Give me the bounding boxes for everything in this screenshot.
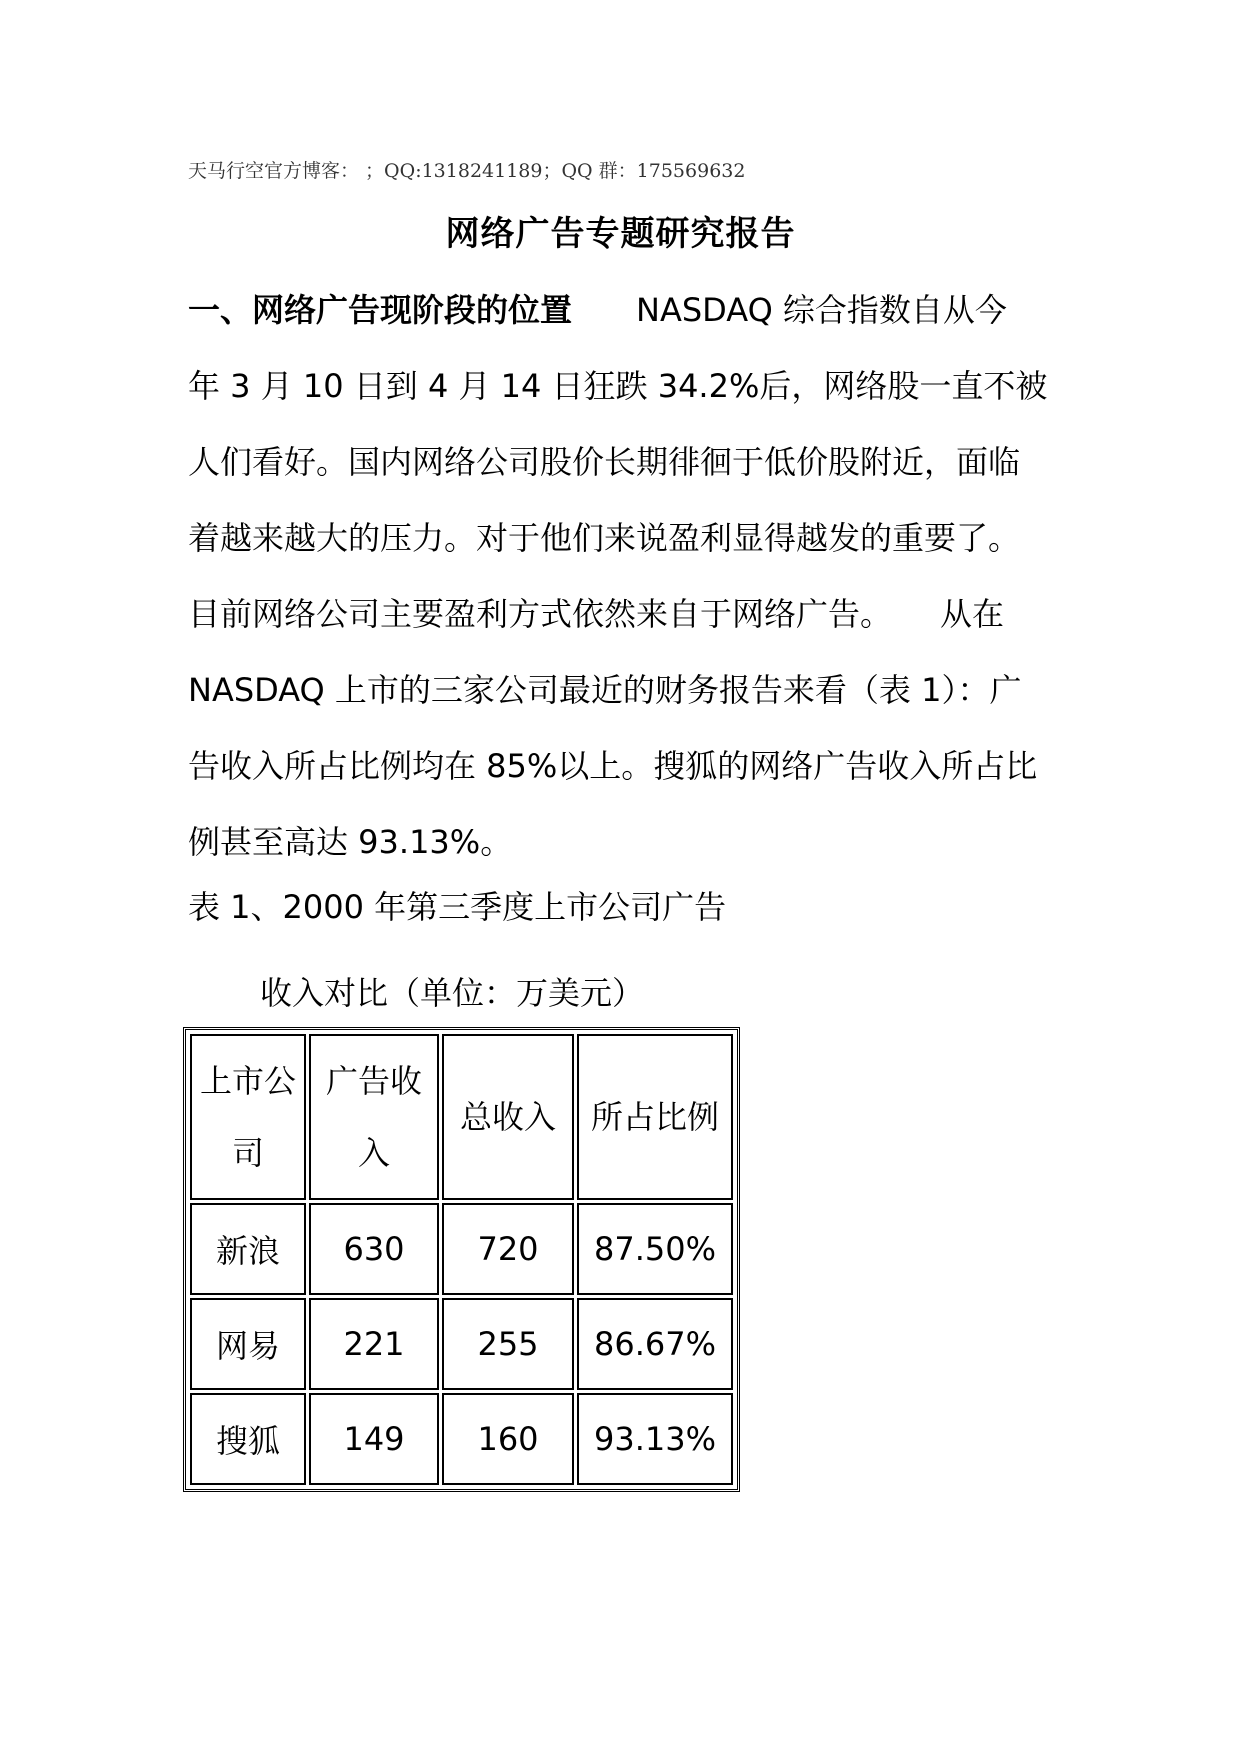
paragraph-line: 例甚至高达 93.13%。 (188, 823, 513, 861)
cell-company: 搜狐 (190, 1393, 306, 1485)
table-row (190, 1298, 733, 1390)
cell-ad-revenue: 630 (309, 1203, 439, 1295)
table-row (190, 1203, 733, 1295)
ad-revenue-table-frame (183, 1027, 740, 1492)
cell-company: 网易 (190, 1298, 306, 1390)
header-cell-total-revenue: 总收入 (442, 1034, 574, 1200)
document-title: 网络广告专题研究报告 (445, 214, 796, 254)
table-row (190, 1393, 733, 1485)
cell-ad-revenue: 149 (309, 1393, 439, 1485)
header-cell-company (190, 1034, 306, 1200)
paragraph-line: 人们看好。国内网络公司股价长期徘徊于低价股附近，面临 (188, 443, 1021, 481)
paragraph-line: 告收入所占比例均在 85%以上。搜狐的网络广告收入所占比 (188, 747, 1038, 785)
section-heading: 一、网络广告现阶段的位置 (188, 291, 573, 329)
cell-ratio: 87.50% (577, 1203, 733, 1295)
cell-ratio: 93.13% (577, 1393, 733, 1485)
header-cell-ad-revenue (309, 1034, 439, 1200)
header-text: 广告收 (325, 1062, 422, 1100)
header-contact-line: 天马行空官方博客： ；QQ:1318241189；QQ 群：175569632 (188, 160, 746, 182)
cell-total-revenue: 720 (442, 1203, 574, 1295)
header-cell-ratio: 所占比例 (577, 1034, 733, 1200)
table-header-row (190, 1034, 733, 1200)
body-paragraph (188, 272, 1068, 880)
cell-ratio: 86.67% (577, 1298, 733, 1390)
header-text: 司 (231, 1134, 264, 1172)
cell-total-revenue: 160 (442, 1393, 574, 1485)
paragraph-line: 年 3 月 10 日到 4 月 14 日狂跌 34.2%后，网络股一直不被 (188, 367, 1048, 405)
ad-revenue-table (187, 1031, 736, 1488)
paragraph-line-text: NASDAQ 综合指数自从今 (636, 291, 1007, 329)
cell-company: 新浪 (190, 1203, 306, 1295)
cell-ad-revenue: 221 (309, 1298, 439, 1390)
paragraph-line: NASDAQ 上市的三家公司最近的财务报告来看（表 1）：广 (188, 671, 1022, 709)
table-caption-line-1: 表 1、2000 年第三季度上市公司广告 (188, 888, 727, 926)
table-caption-line-2: 收入对比（单位：万美元） (260, 974, 645, 1012)
cell-total-revenue: 255 (442, 1298, 574, 1390)
header-text: 入 (357, 1134, 390, 1172)
paragraph-line: 目前网络公司主要盈利方式依然来自于网络广告。 从在 (188, 595, 1005, 633)
paragraph-line (188, 272, 1068, 348)
header-text: 上市公 (199, 1062, 296, 1100)
paragraph-line: 着越来越大的压力。对于他们来说盈利显得越发的重要了。 (188, 519, 1021, 557)
